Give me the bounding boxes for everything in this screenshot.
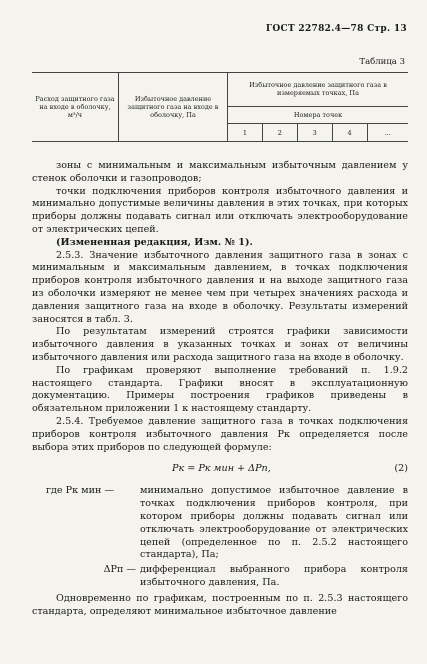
amendment-note: (Измененная редакция, Изм. № 1). — [56, 236, 253, 248]
subheader-point-numbers: Номера точек — [228, 106, 409, 124]
paragraph: По результатам измерений строятся графики зависимости избыточного давления в указанных точках и зонах от величины избыточного давления или расхода защитного газа на входе в оболочку. — [32, 326, 408, 363]
definition-description: минимально допустимое избыточное давление в точках подключения приборов контроля, при котором приборы должны подавать сигнал или отключать электрооборудование от электрических цепей (определенное по п. 2.5.2 настоящего стандарта), Па; — [140, 485, 408, 561]
paragraph: зоны с минимальным и максимальным избыточным давлением у стенок оболочки и газопроводов; — [32, 160, 408, 184]
column-header-flow: Расход защитного газа на входе в оболочку, м³/ч — [32, 73, 119, 142]
measurements-table — [32, 72, 408, 142]
page-header: ГОСТ 22782.4—78 Стр. 13 — [265, 24, 407, 34]
paragraph-2-5-3: 2.5.3. Значение избыточного давления защитного газа в зонах с минимальным и максимальным давлением, в точках подключения приборов контроля избыточного давления и на выходе защитного газа из оболочки измеряют не менее чем при четырех значениях расхода и давления защитного газа на входе в оболочку. Результаты измерений заносятся в табл. 3. — [32, 249, 408, 325]
point-number: 3 — [297, 124, 332, 142]
paragraph-2-5-4: 2.5.4. Требуемое давление защитного газа в точках подключения приборов контроля избыточного давления Pк определяется после выбора этих приборов по следующей формуле: — [32, 415, 408, 453]
formula-number: (2) — [394, 463, 408, 475]
formula-2 — [32, 463, 408, 477]
formula-expression: Pк = Pк мин + ΔPп, — [172, 463, 271, 475]
body-text — [32, 160, 408, 618]
definition — [32, 485, 408, 562]
paragraph: По графикам проверяют выполнение требований п. 1.9.2 настоящего стандарта. Графики вносят в эксплуатационную документацию. Примеры построения графиков приведены в обязательном приложении 1 к настоящему стандарту. — [32, 364, 408, 415]
definition-term: ΔPп — — [103, 564, 136, 576]
point-number: 2 — [262, 124, 297, 142]
point-number: 1 — [228, 124, 263, 142]
paragraph: точки подключения приборов контроля избыточного давления и минимально допустимые величины давления в этих точках, при которых приборы должны подавать сигнал или отключать электрооборудование от электрических цепей. — [32, 185, 408, 235]
point-number: 4 — [332, 124, 367, 142]
table-title: Таблица 3 — [359, 57, 405, 67]
definition-description: дифференциал выбранного прибора контроля избыточного давления, Па. — [140, 564, 408, 588]
definition — [32, 564, 408, 590]
point-number: ... — [367, 124, 408, 142]
paragraph: Одновременно по графикам, построенным по п. 2.5.3 настоящего стандарта, определяют минимальное избыточное давление — [32, 592, 408, 617]
definition-term: где Pк мин — — [46, 485, 115, 497]
column-header-inlet-pressure: Избыточное давление защитного газа на входе в оболочку, Па — [119, 73, 228, 142]
column-header-point-pressure: Избыточное давление защитного газа в измеряемых точках, Па — [228, 73, 409, 107]
